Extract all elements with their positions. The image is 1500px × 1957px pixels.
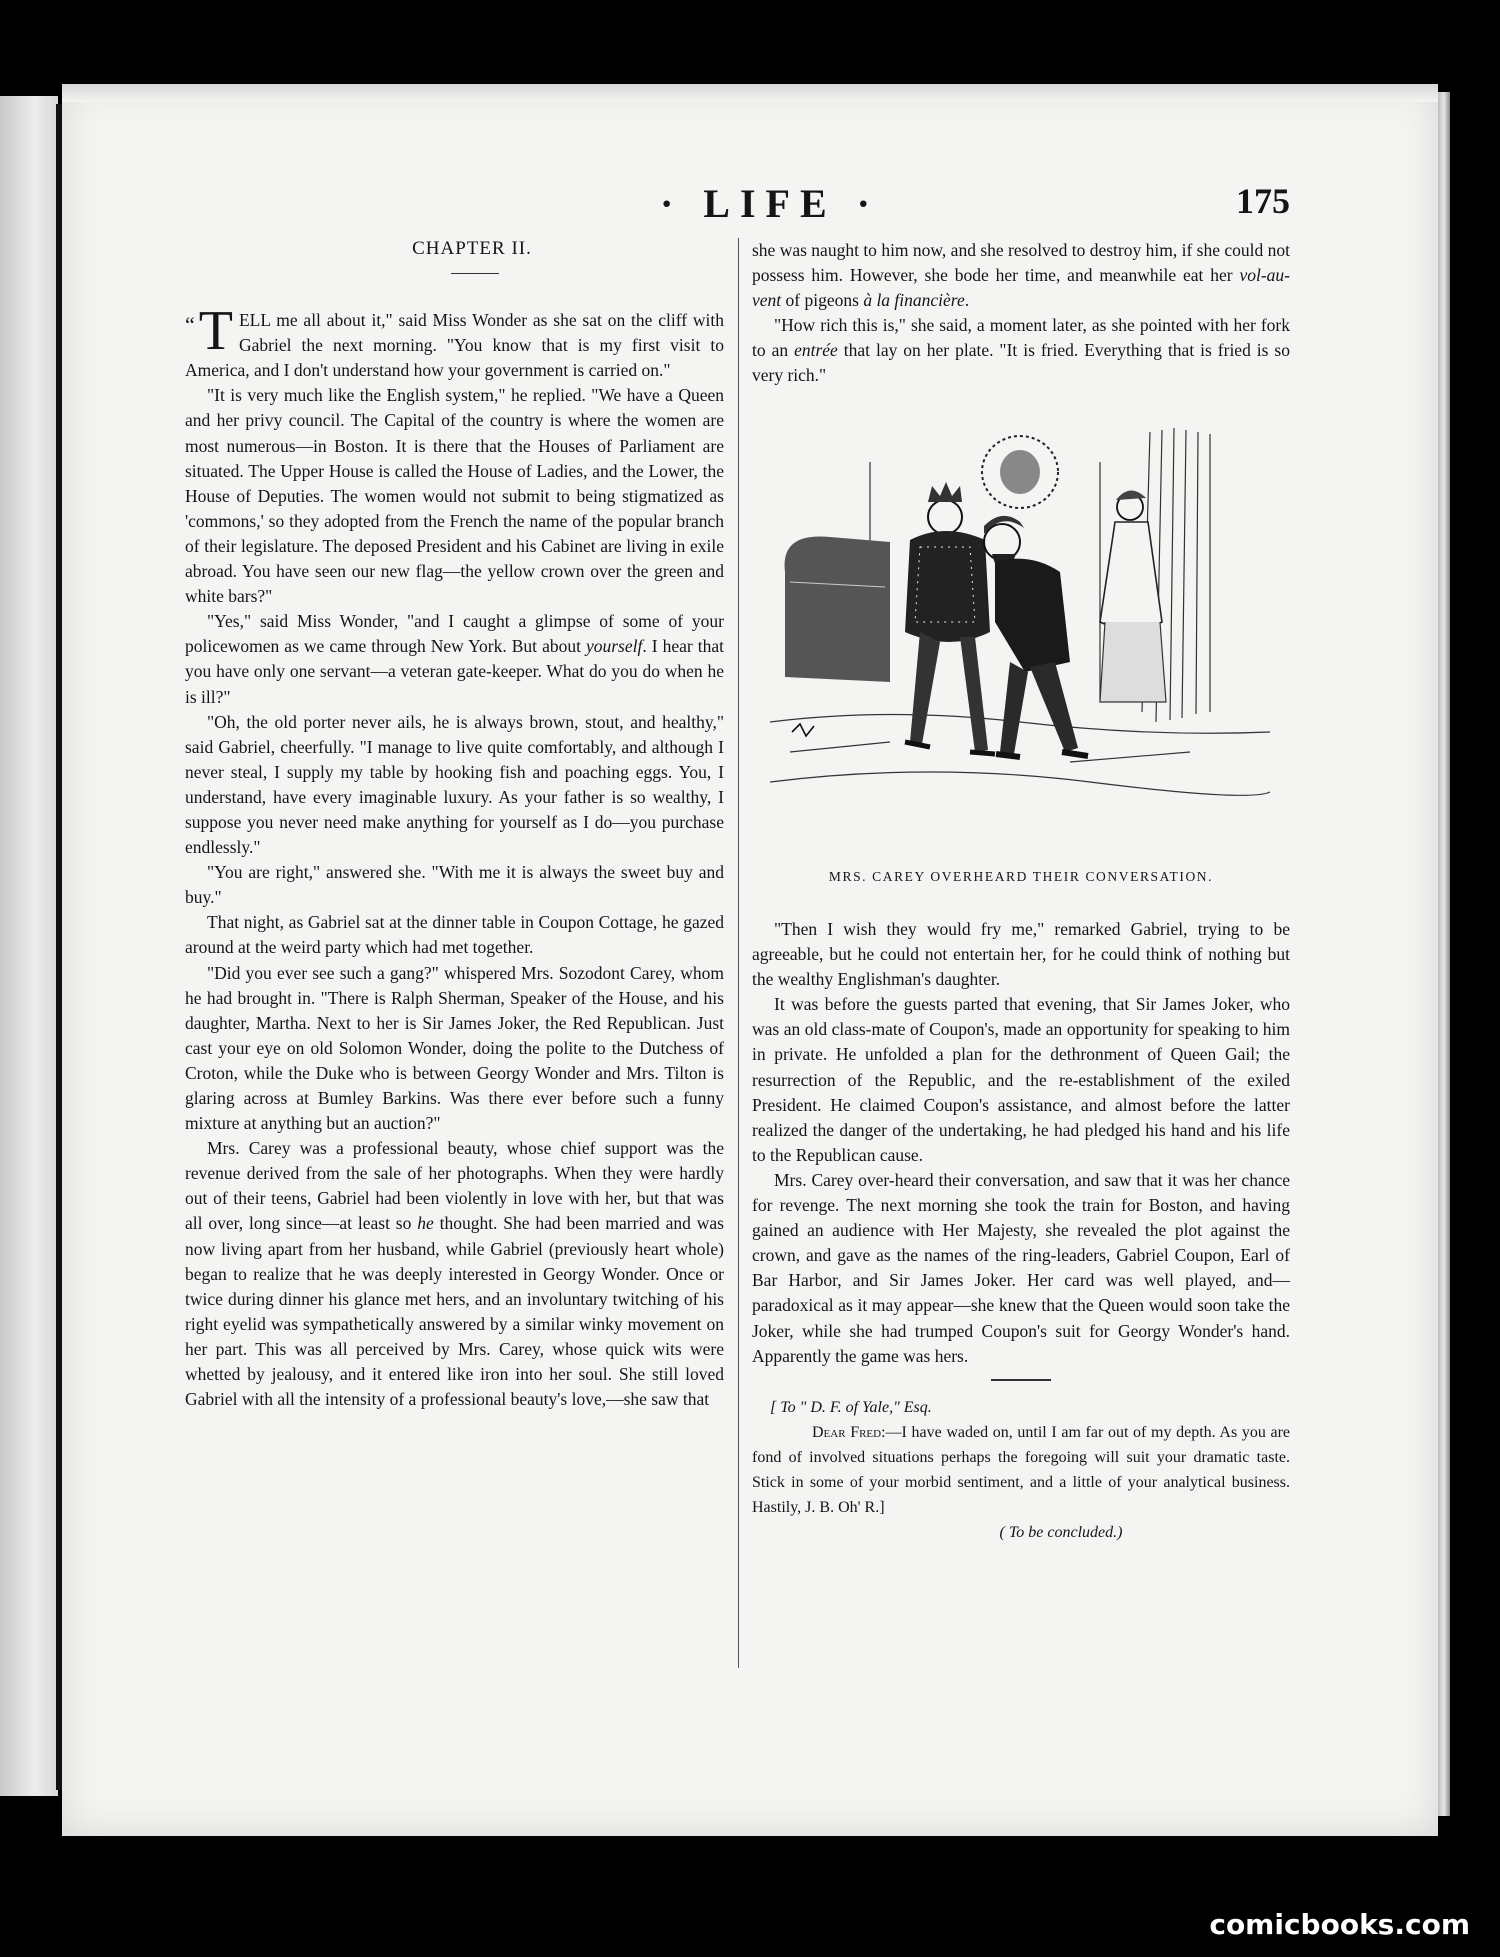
paragraph: "You are right," answered she. "With me it is always the sweet buy and buy." — [185, 862, 724, 908]
left-page-edge — [0, 96, 58, 1796]
paragraph: "Oh, the old porter never ails, he is always brown, stout, and healthy," said Gabriel, cheerfully. "I manage to live quite comfortably, and although I never steal, I supply my table by hooking fish and poaching eggs. You, I understand, have every imaginable luxury. As your father is so wealthy, I suppose you never need make anything for yourself as I do—you purchase endlessly." — [185, 711, 724, 858]
engraving-illustration — [770, 422, 1270, 840]
paragraph: That night, as Gabriel sat at the dinner table in Coupon Cottage, he gazed around at the weird party which had met together. — [185, 912, 724, 958]
paragraph: "It is very much like the English system," he replied. "We have a Queen and her privy council. The Capital of the country is where the women are most numerous—in Boston. It is there that the Houses of Parliament are situated. The Upper House is called the House of Ladies, and the Lower, the House of Deputies. The women would not submit to being stigmatized as 'commons,' so they adopted from the French the name of the popular branch of their legislature. The deposed President and his Cabinet are living in exile abroad. You have seen our new flag—the yellow crown over the green and white bars?" — [185, 385, 724, 607]
opening-paragraph: “ T ELL me all about it," said Miss Wonder as she sat on the cliff with Gabriel the next morning. "You know that is my first visit to America, and I don't understand how your government is carried on." — [185, 300, 724, 381]
chapter-divider — [451, 273, 499, 274]
page-number: 175 — [1236, 181, 1290, 221]
right-page-edge — [1438, 92, 1450, 1816]
paragraph: she was naught to him now, and she resolved to destroy him, if she could not possess him. However, she bode her time, and meanwhile eat her vol-au-vent of pigeons à la financière. — [752, 240, 1290, 311]
paragraph: "Then I wish they would fry me," remarked Gabriel, trying to be agreeable, but he could not entertain her, for he could think of nothing but the wealthy Englishman's daughter. — [752, 919, 1290, 990]
paragraph: Mrs. Carey over-heard their conversation, and saw that it was her chance for revenge. The next morning she took the train for Boston, and having gained an audience with Her Majesty, she revealed the plot against the crown, and gave as the names of the ring-leaders, Gabriel Coupon, Earl of Bar Harbor, and Sir James Joker. Her card was well played, and—paradoxical as it may appear—she knew that the Queen would soon take the Joker, while she had trumped Coupon's suit for Georgy Wonder's hand. Apparently the game was hers. — [752, 1169, 1290, 1366]
chapter-title: CHAPTER II. — [412, 238, 532, 259]
paragraph: Mrs. Carey was a professional beauty, whose chief support was the revenue derived from the sale of her photographs. When they were hardly out of their teens, Gabriel had been violently in love with her, but that was all over, long since—at least so he thought. She had been married and was now living apart from her husband, while Gabriel (previously heart whole) began to realize that he was deeply interested in Georgy Wonder. Once or twice during dinner his glance met hers, and an involuntary twitching of his right eyelid was sympathetically answered by a similar winky movement on her part. This was all perceived by Mrs. Carey, whose quick wits were whetted by jealousy, and it entered like iron into her soul. She still loved Gabriel with all the intensity of a professional beauty's love,—she saw that — [185, 1138, 724, 1410]
column-rule — [738, 238, 739, 1668]
paragraph: "Yes," said Miss Wonder, "and I caught a glimpse of some of your policewomen as we came through New York. But about yourself. I hear that you have only one servant—a veteran gate-keeper. What do you do when he is ill?" — [185, 611, 725, 707]
paragraph: "Did you ever see such a gang?" whispered Mrs. Sozodont Carey, whom he had brought in. "There is Ralph Sherman, Speaker of the House, and his daughter, Martha. Next to her is Sir James Joker, the Red Republican. Just cast your eye on old Solomon Wonder, doing the polite to the Dutchess of Croton, while the Duke who is between Georgy Wonder and Mrs. Tilton is glaring across at Bumley Barkins. Was there ever before such a funny mixture at anything but an auction?" — [185, 962, 724, 1134]
illustration-caption: MRS. CAREY OVERHEARD THEIR CONVERSATION. — [828, 869, 1214, 884]
to-be-concluded: ( To be concluded.) — [999, 1523, 1123, 1541]
drop-cap: T — [198, 300, 233, 363]
letter-body: Dear Fred:—I have waded on, until I am far out of my depth. As you are fond of involved situations perhaps the foregoing will suit your dramatic taste. Stick in some of your morbid sentiment, and a little of your analytical business. Hastily, J. B. Oh' R.] — [752, 1423, 1290, 1516]
right-column-top — [752, 238, 1290, 389]
left-column — [185, 236, 724, 1412]
paragraph: It was before the guests parted that evening, that Sir James Joker, who was an old class-mate of Coupon's, made an opportunity for speaking to him in private. He unfolded a plan for the dethronment of Queen Gail; the resurrection of the Republic, and the re-establishment of the exiled President. He claimed Coupon's assistance, and almost before the latter realized the danger of the undertaking, he had pledged his hand and his life to the Republican cause. — [752, 994, 1290, 1165]
right-column-bottom — [752, 917, 1290, 1545]
opening-quote-mark: “ — [185, 312, 195, 338]
editor-letter — [752, 1395, 1290, 1545]
page-top-shade — [62, 84, 1438, 102]
watermark: comicbooks.com — [1209, 1908, 1470, 1941]
section-divider — [991, 1379, 1051, 1381]
paragraph: "How rich this is," she said, a moment later, as she pointed with her fork to an entrée that lay on her plate. "It is fried. Everything that is fried is so very rich." — [752, 315, 1290, 386]
letter-address: [ To " D. F. of Yale," Esq. — [770, 1398, 932, 1416]
masthead: · LIFE · — [659, 181, 881, 226]
page-header — [62, 180, 1438, 230]
